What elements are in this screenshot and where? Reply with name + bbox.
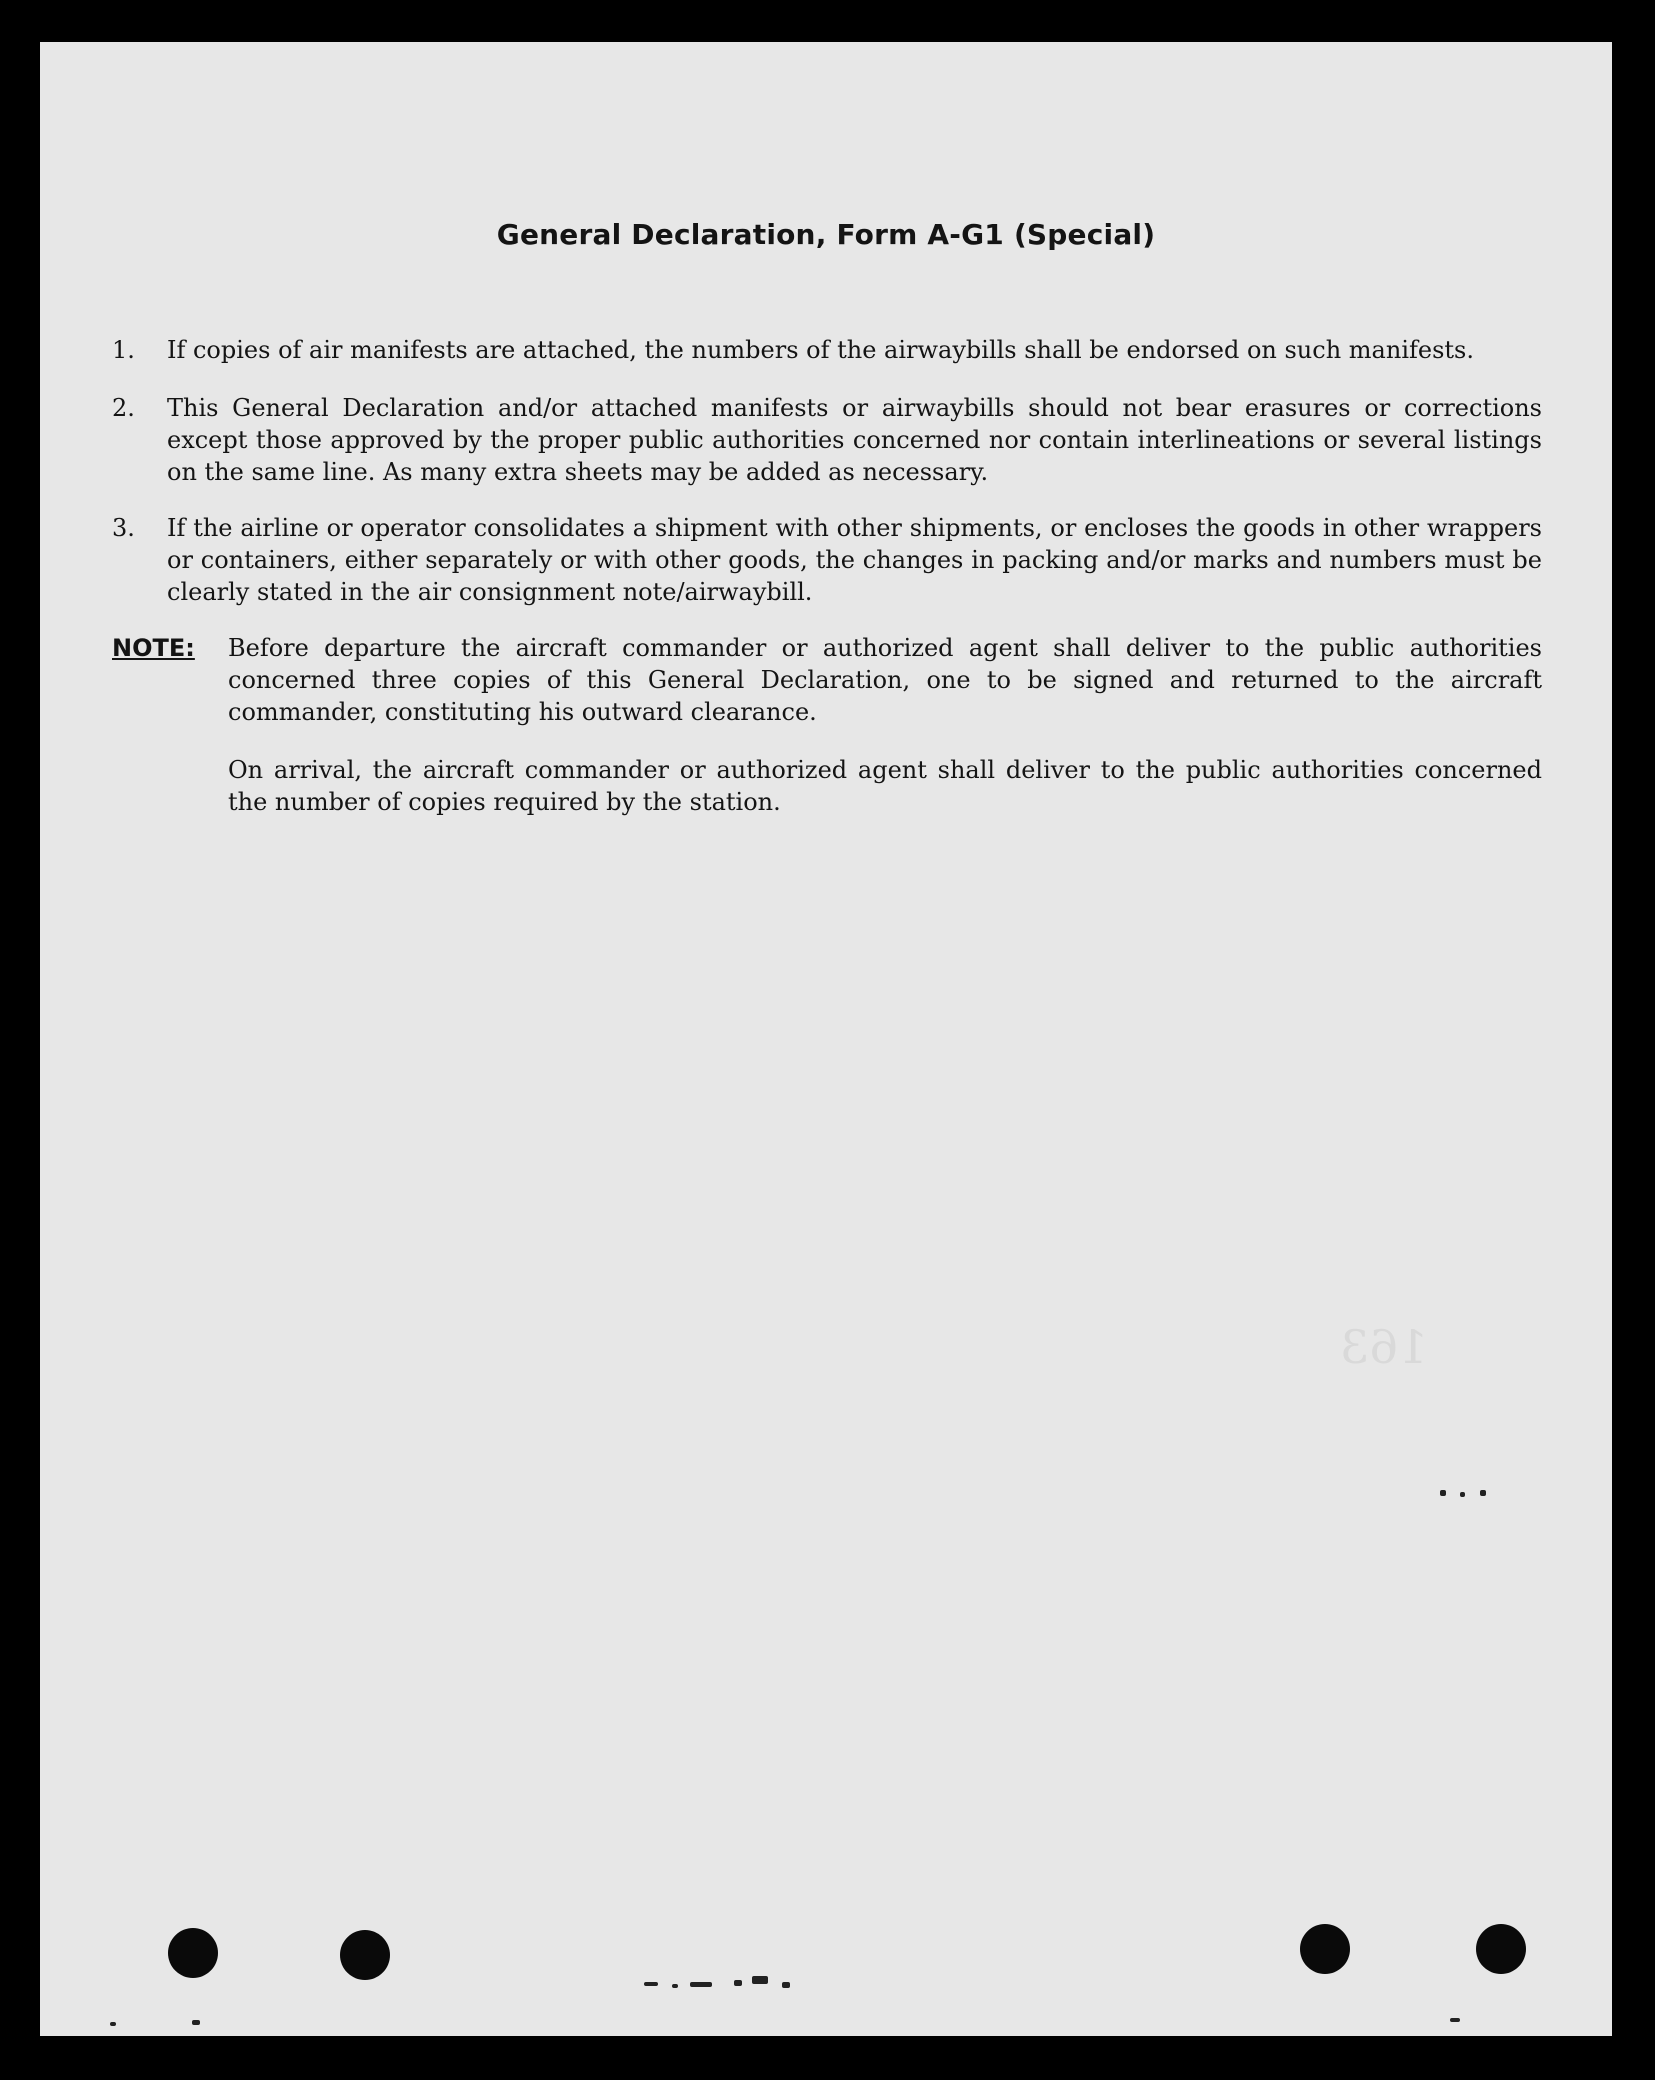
scan-speck <box>644 1982 658 1986</box>
list-item-number: 3. <box>112 514 135 542</box>
scan-speck <box>192 2020 200 2025</box>
list-item-number: 2. <box>112 394 135 422</box>
list-item-1 <box>112 334 1542 366</box>
punch-hole-right-inner <box>1300 1924 1350 1974</box>
list-item-text: This General Declaration and/or attached manifests or airwaybills should not bear erasures or corrections except those approved by the proper public authorities concerned nor contain interlineations or several listings on the same line. As many extra sheets may be added as necessary. <box>167 394 1542 486</box>
scan-speck <box>1450 2018 1460 2022</box>
scan-speck <box>1460 1492 1465 1497</box>
punch-hole-right-outer <box>1476 1924 1526 1974</box>
punch-hole-left-inner <box>340 1930 390 1980</box>
list-item-text: If copies of air manifests are attached, the numbers of the airwaybills shall be endorsed on such manifests. <box>167 336 1474 364</box>
document-title: General Declaration, Form A-G1 (Special) <box>496 218 1156 251</box>
list-item-3 <box>112 512 1542 608</box>
note-paragraph-2: On arrival, the aircraft commander or authorized agent shall deliver to the public authorities concerned the number of copies required by the station. <box>228 756 1542 816</box>
note-section <box>112 632 1542 818</box>
scan-speck <box>782 1982 790 1988</box>
list-item-text: If the airline or operator consolidates a shipment with other shipments, or encloses the goods in other wrappers or containers, either separately or with other goods, the changes in packing and/or marks and numbers must be clearly stated in the air consignment note/airwaybill. <box>167 514 1542 606</box>
scan-speck <box>690 1982 712 1987</box>
scan-speck <box>1480 1490 1486 1496</box>
document-page <box>40 42 1612 2036</box>
note-label: NOTE: <box>112 634 195 662</box>
list-item-number: 1. <box>112 336 135 364</box>
list-item-2 <box>112 392 1542 488</box>
scan-speck <box>1440 1490 1446 1496</box>
scan-speck <box>110 2022 116 2026</box>
punch-hole-left-outer <box>168 1928 218 1978</box>
scan-speck <box>734 1980 742 1986</box>
scan-speck <box>672 1984 678 1988</box>
note-paragraph-1: Before departure the aircraft commander or authorized agent shall deliver to the public authorities concerned three copies of this General Declaration, one to be signed and returned to the aircraft commander, constituting his outward clearance. <box>228 634 1542 726</box>
bleed-through-number: 163 <box>1340 1320 1428 1374</box>
scan-speck <box>752 1976 768 1984</box>
